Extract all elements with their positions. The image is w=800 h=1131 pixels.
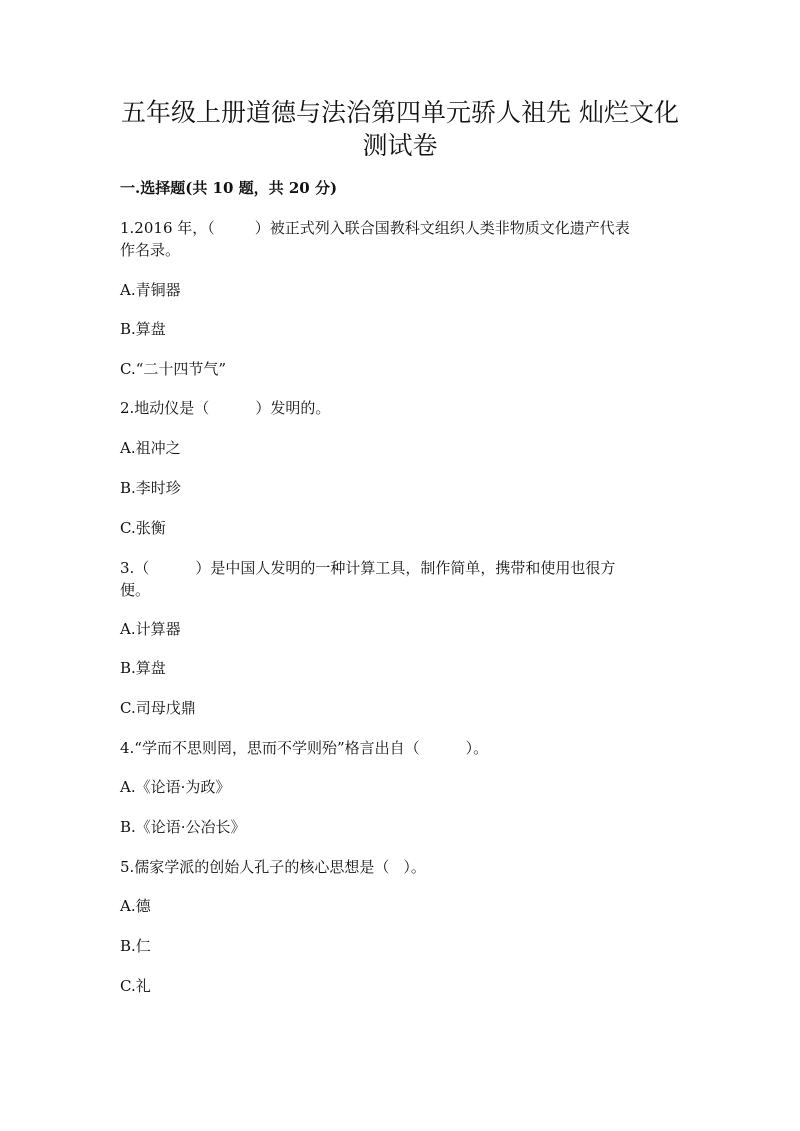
- question-2-option-a: A.祖冲之: [120, 439, 181, 457]
- document-title-line-2: 测试卷: [362, 131, 438, 160]
- question-4-option-b: B.《论语·公冶长》: [120, 818, 246, 836]
- question-1-text-a: 1.2016 年，（: [120, 219, 215, 237]
- question-3-option-c: C.司母戊鼎: [120, 699, 196, 717]
- question-5-option-a: A.德: [120, 897, 151, 915]
- question-3-stem: [120, 557, 680, 579]
- question-5-text-b: ）。: [403, 858, 426, 876]
- question-1-stem-continued: 作名录。: [120, 241, 181, 259]
- question-4-text-b: ）。: [465, 739, 489, 757]
- question-4-option-a: A.《论语·为政》: [120, 778, 231, 796]
- question-1-option-b: B.算盘: [120, 320, 166, 338]
- question-3-text-a: 3.（: [120, 559, 150, 577]
- question-3-stem-continued: 便。: [120, 581, 151, 599]
- question-5-option-b: B.仁: [120, 937, 151, 955]
- question-2-text-a: 2.地动仪是（: [120, 399, 210, 417]
- question-2-option-b: B.李时珍: [120, 479, 181, 497]
- document-title-line-1: 五年级上册道德与法治第四单元骄人祖先 灿烂文化: [121, 98, 679, 127]
- question-2-text-b: ）发明的。: [255, 399, 331, 417]
- question-2-stem: [120, 397, 680, 419]
- section-heading: 一.选择题(共 10 题，共 20 分): [120, 179, 338, 197]
- question-5-option-c: C.礼: [120, 977, 151, 995]
- question-3-text-b: ）是中国人发明的一种计算工具，制作简单，携带和使用也很方: [195, 559, 616, 577]
- question-1-text-b: ）被正式列入联合国教科文组织人类非物质文化遗产代表: [254, 219, 630, 237]
- question-4-stem: [120, 737, 680, 759]
- question-5-stem: [120, 856, 680, 878]
- question-3-option-b: B.算盘: [120, 659, 166, 677]
- question-1-option-a: A.青铜器: [120, 281, 181, 299]
- question-5-text-a: 5.儒家学派的创始人孔子的核心思想是（: [120, 858, 390, 876]
- question-4-text-a: 4.“学而不思则罔，思而不学则殆”格言出自（: [120, 739, 420, 757]
- question-3-option-a: A.计算器: [120, 620, 181, 638]
- question-1-stem: [120, 217, 680, 239]
- question-1-option-c: C.“二十四节气”: [120, 360, 227, 378]
- question-2-option-c: C.张衡: [120, 519, 166, 537]
